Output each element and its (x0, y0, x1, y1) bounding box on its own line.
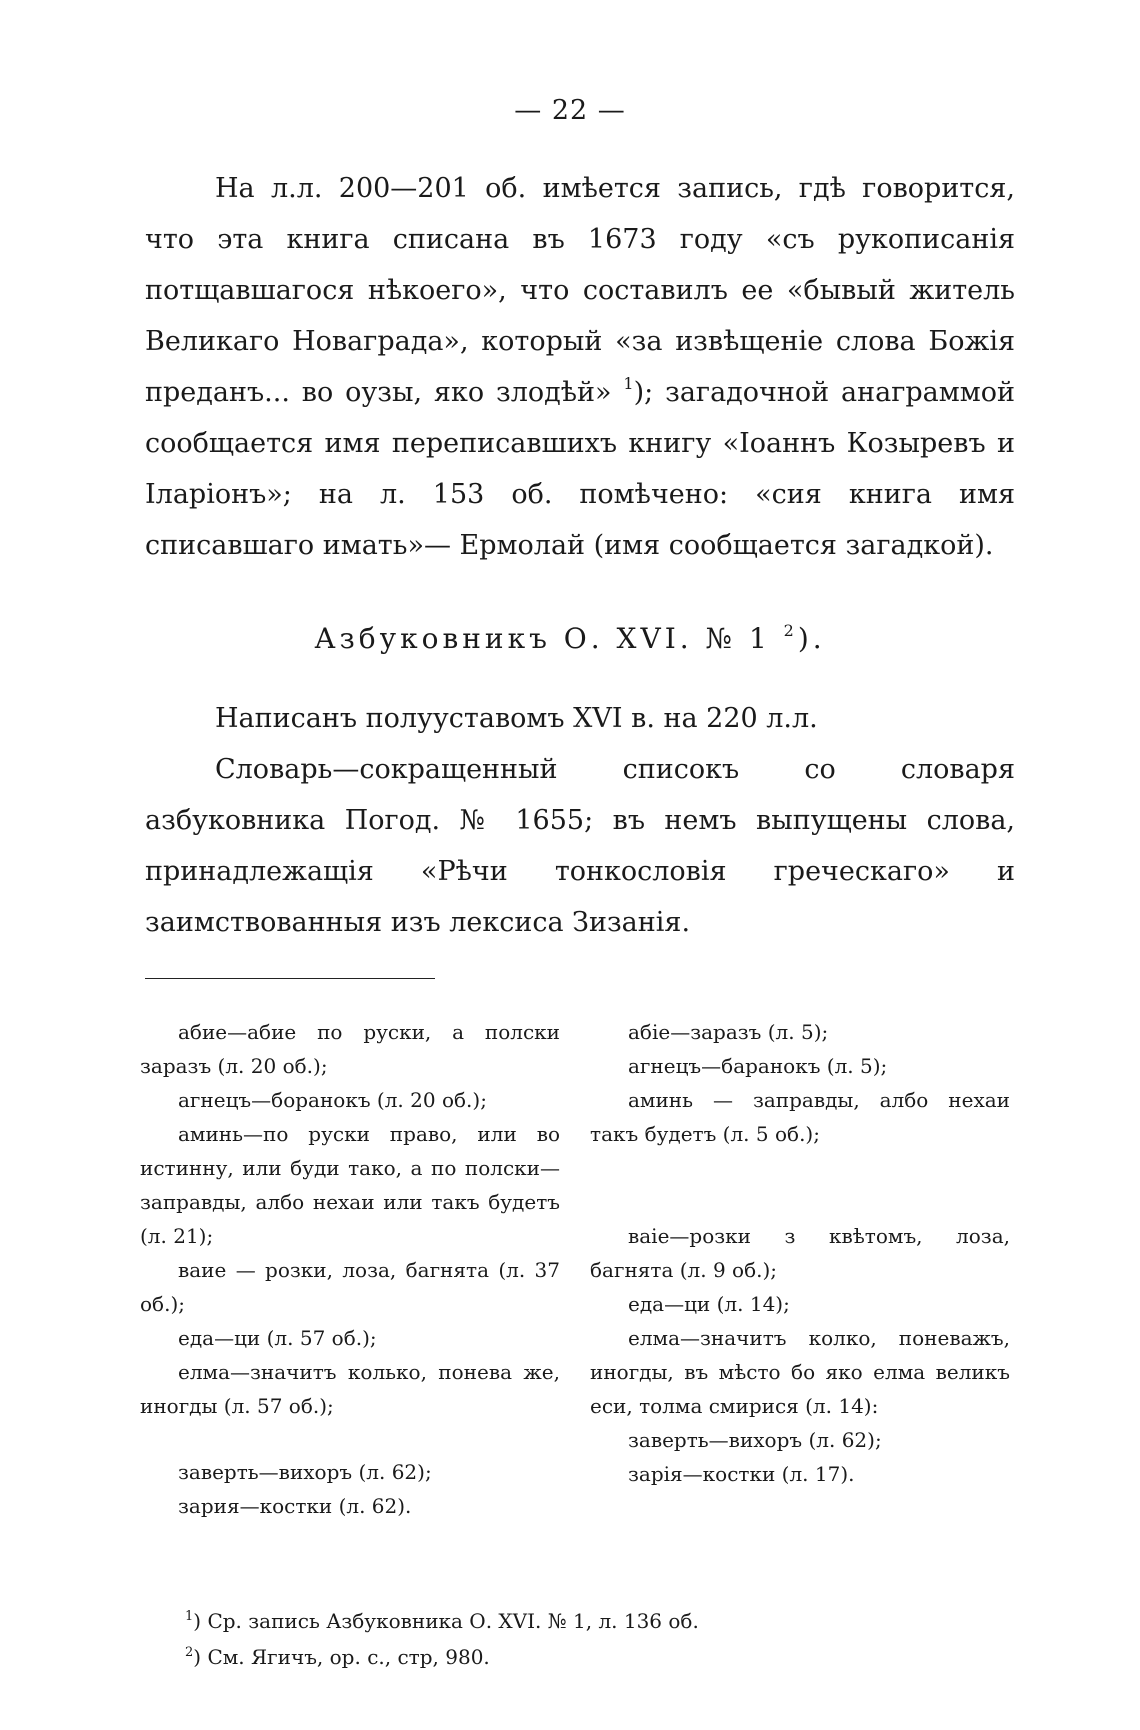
dictionary-entry: аминь — заправды, албо нехаи такъ будетъ (л. 5 об.); (590, 1088, 1010, 1146)
paragraph-manuscript-record (145, 163, 1015, 571)
dictionary-entry: зарія—костки (л. 17). (628, 1462, 855, 1486)
dictionary-entry: елма—значитъ колко, поневажъ, иногды, въ мѣсто бо яко елма великъ еси, толма смирися (л. 14): (590, 1326, 1010, 1418)
section-heading (0, 622, 1140, 655)
dictionary-entry: елма—значитъ колько, понева же, иногды (л. 57 об.); (140, 1360, 560, 1418)
footnote-text: ) См. Ягичъ, ор. с., стр, 980. (193, 1645, 490, 1669)
footnote-ref-1: 1 (623, 374, 634, 393)
footnote-ref-2: 2 (783, 621, 798, 640)
description-text: Словарь—сокращенный списокъ со словаря азбуковника Погод. № 1655; въ немъ выпущены слова, принадлежащія «Рѣчи тонкословія греческаго» и заимствованныя изъ лексиса Зизанія. (145, 754, 1015, 938)
dictionary-entry: агнецъ—боранокъ (л. 20 об.); (178, 1088, 487, 1112)
dictionary-entry: заверть—вихоръ (л. 62); (178, 1460, 432, 1484)
dictionary-entry: ваие — розки, лоза, багнята (л. 37 об.); (140, 1258, 560, 1316)
heading-tail: ). (797, 622, 826, 655)
paragraph-description (145, 693, 1015, 948)
dictionary-entry: аминь—по руски право, или во истинну, или буди тако, а по полски—заправды, албо нехаи или такъ будетъ (л. 21); (140, 1122, 560, 1248)
dictionary-entry: ваіе—розки з квѣтомъ, лоза, багнята (л. 9 об.); (590, 1224, 1010, 1282)
dictionary-entry: заверть—вихоръ (л. 62); (628, 1428, 882, 1452)
dictionary-entry: абіе—заразъ (л. 5); (628, 1020, 829, 1044)
dictionary-entry: зария—костки (л. 62). (178, 1494, 412, 1518)
dictionary-entry: абие—абие по руски, а полски заразъ (л. 20 об.); (140, 1020, 560, 1078)
description-line: Написанъ полууставомъ XVI в. на 220 л.л. (215, 703, 818, 734)
paragraph-text (145, 163, 1015, 571)
dictionary-entry: еда—ци (л. 57 об.); (178, 1326, 377, 1350)
dictionary-entry: агнецъ—баранокъ (л. 5); (628, 1054, 888, 1078)
paragraph-text-part: ); загадочной анаграммой сообщается имя переписавшихъ книгу «Іоаннъ Козыревъ и Іларіонъ»; на л. 153 об. помѣчено: «сия книга имя списавшаго имать»— Ермолай (имя сообщается загадкой). (145, 377, 1015, 561)
dictionary-entry: еда—ци (л. 14); (628, 1292, 790, 1316)
paragraph-text-part: На л.л. 200—201 об. имѣется запись, гдѣ говорится, что эта книга списана въ 1673 году «съ рукописанія потщавшагося нѣкоего», что составилъ ее «бывый житель Великаго Новаграда», который «за извѣщеніе слова Божія преданъ... во оузы, яко злодѣй» (145, 173, 1015, 408)
left-column-entries (140, 1015, 560, 1523)
footnote-text: ) Ср. запись Азбуковника О. XVI. № 1, л. 136 об. (193, 1609, 699, 1633)
footnotes (185, 1603, 1065, 1675)
footnote-mark: 2 (185, 1645, 194, 1660)
footnote-2 (185, 1639, 1065, 1675)
footnote-1 (185, 1603, 1065, 1639)
heading-text: Азбуковникъ О. XVI. № 1 (314, 622, 784, 655)
right-column-entries (590, 1015, 1010, 1491)
page-number: — 22 — (514, 95, 626, 126)
footnote-separator (145, 978, 435, 979)
footnote-mark: 1 (185, 1609, 194, 1624)
